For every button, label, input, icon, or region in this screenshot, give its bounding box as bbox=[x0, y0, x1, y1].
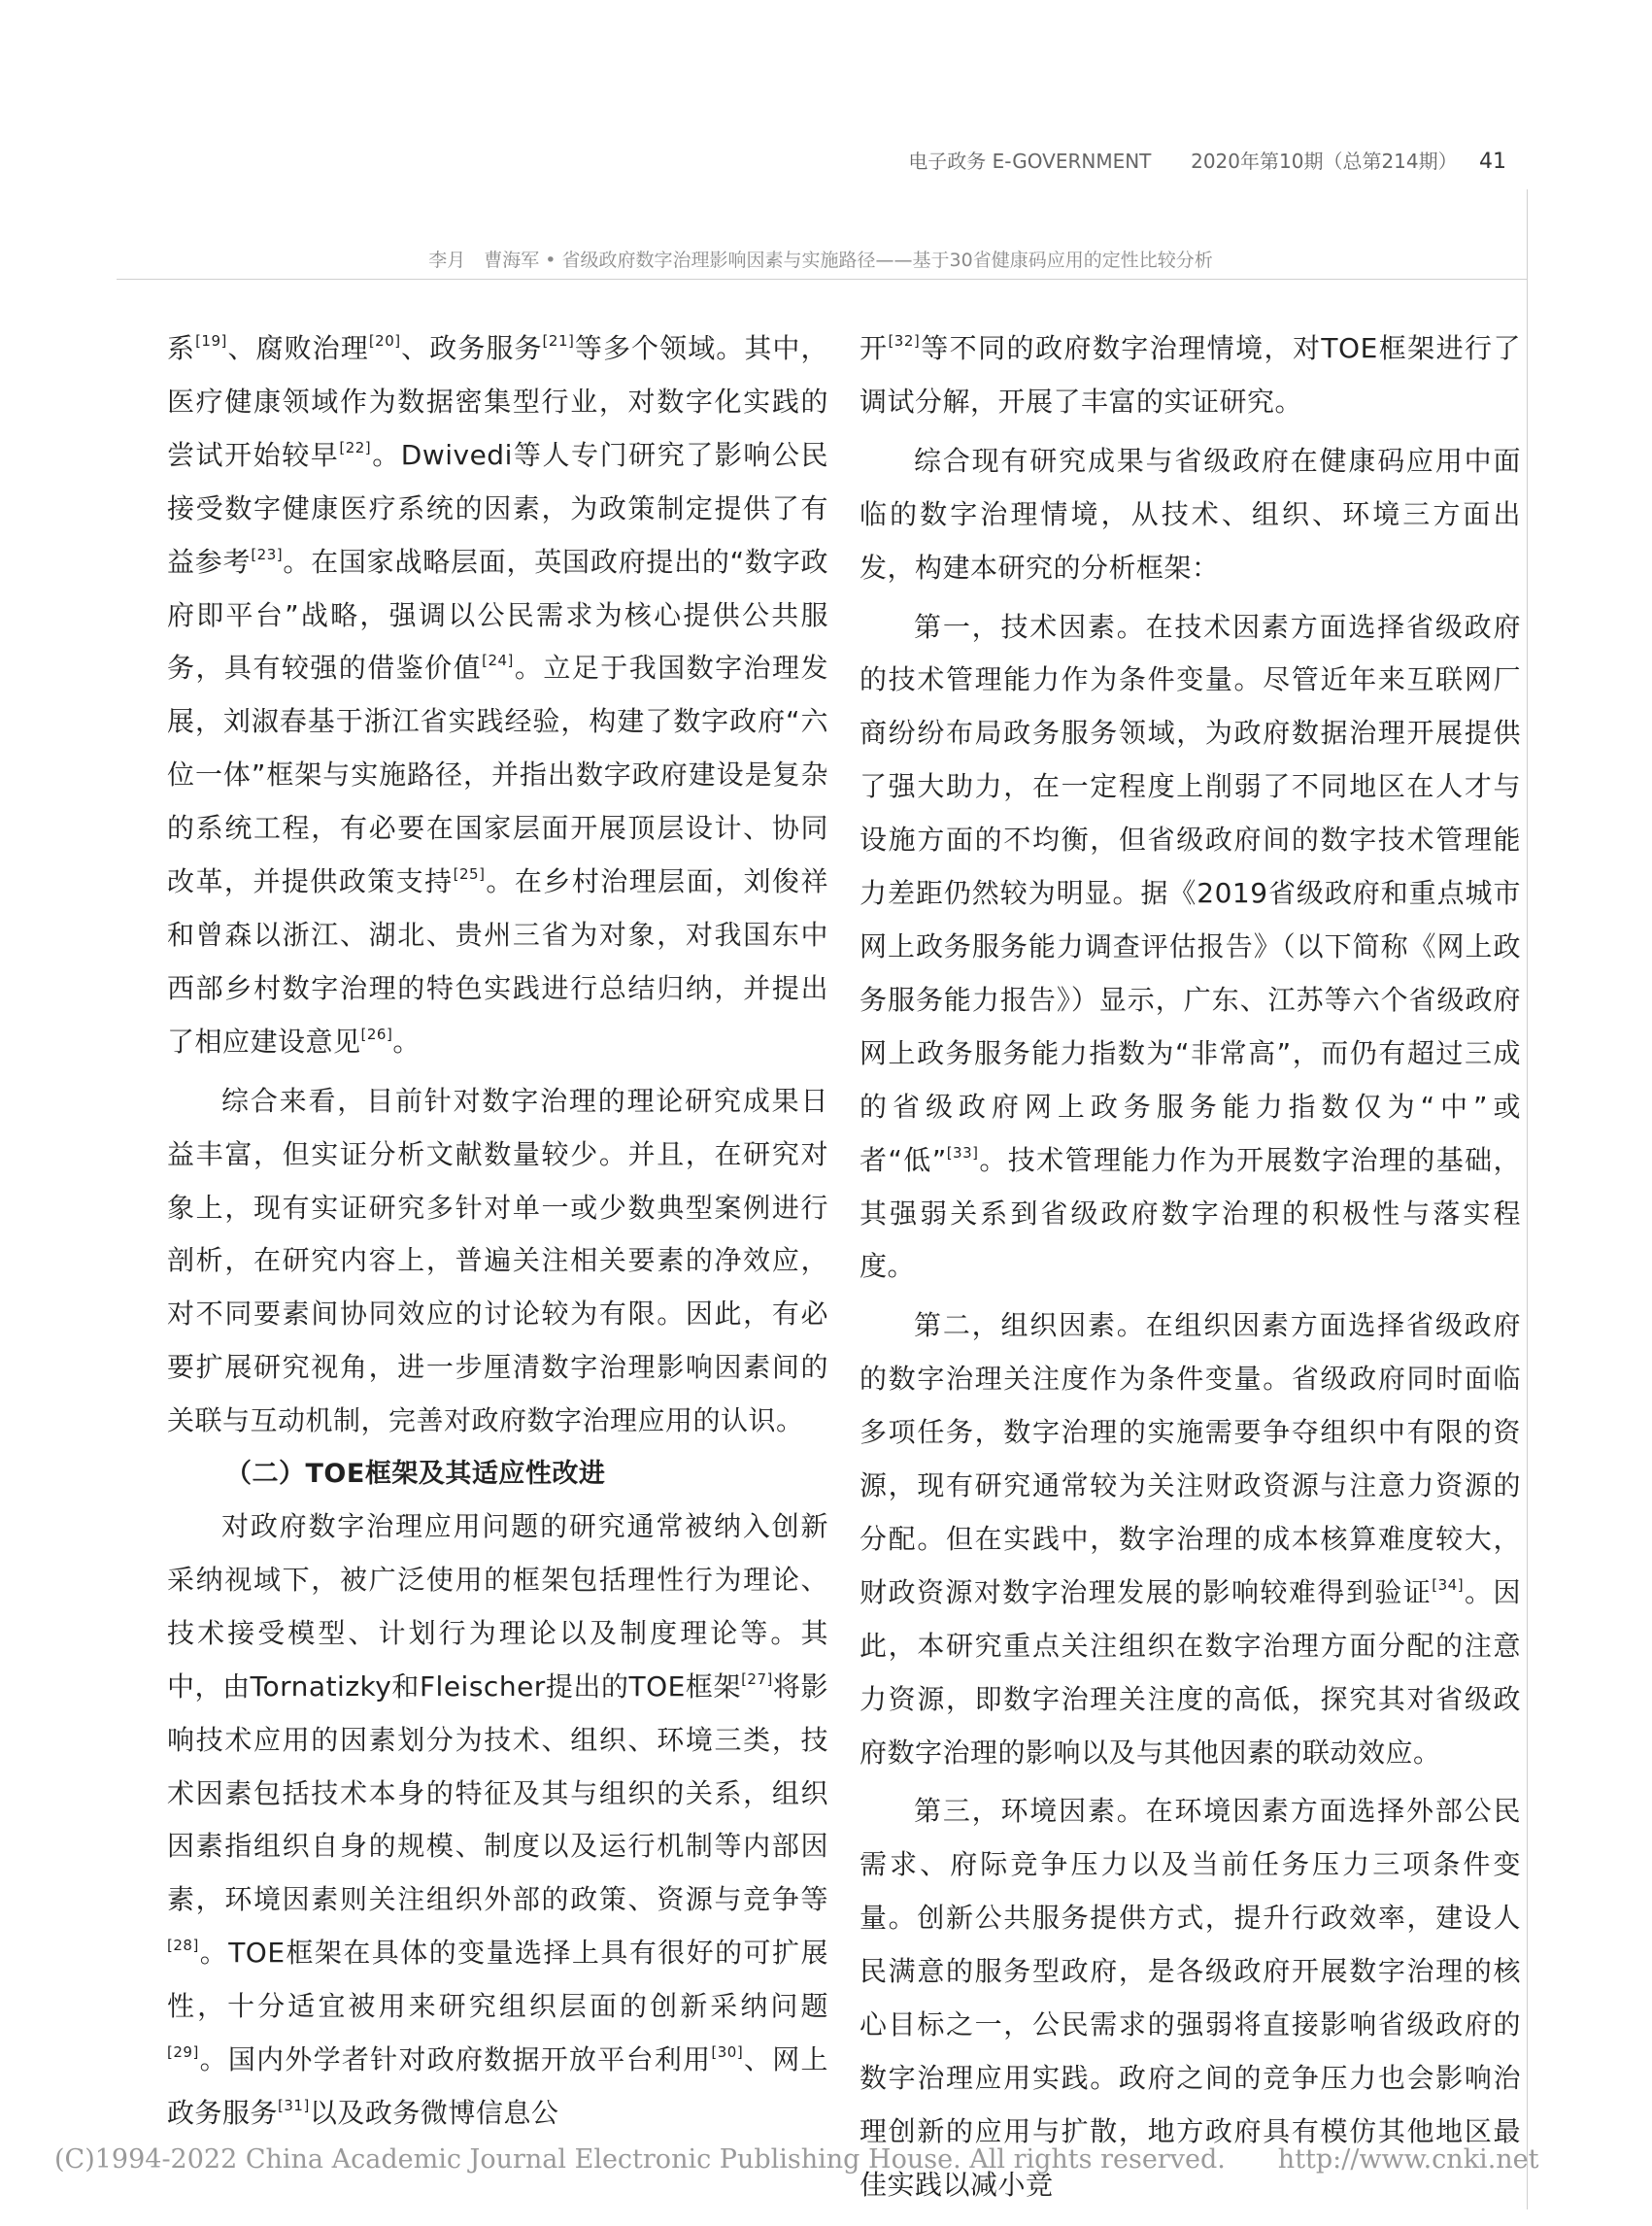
copyright-footer: (C)1994-2022 China Academic Journal Electronic Publishing House. All rights reserved. http://www.cnki.net bbox=[54, 2144, 1539, 2175]
citation-ref: [34] bbox=[1432, 1575, 1465, 1594]
header-rule bbox=[117, 279, 1527, 280]
citation-ref: [32] bbox=[888, 332, 921, 350]
citation-ref: [23] bbox=[251, 545, 284, 563]
left-column bbox=[167, 322, 828, 2141]
text-run: 、腐败治理 bbox=[226, 332, 369, 364]
citation-ref: [24] bbox=[482, 652, 514, 670]
paragraph bbox=[860, 601, 1521, 1295]
text-run: 。立足于我国数字治理发展，刘淑春基于浙江省实践经验，构建了数字政府“六位一体”框架与实施路径，并指出数字政府建设是复杂的系统工程，有必要在国家层面开展顶层设计、协同改革，并提供政策支持 bbox=[167, 652, 828, 898]
running-head bbox=[908, 146, 1506, 174]
text-run: 。国内外学者针对政府数据开放平台利用 bbox=[198, 2043, 712, 2076]
citation-ref: [30] bbox=[711, 2043, 744, 2062]
text-run: 。TOE框架在具体的变量选择上具有很好的可扩展性，十分适宜被用来研究组织层面的创新采纳问题 bbox=[167, 1937, 828, 2023]
citation-ref: [33] bbox=[946, 1143, 979, 1162]
margin-rule bbox=[1527, 189, 1528, 2209]
text-run: 综合来看，目前针对数字治理的理论研究成果日益丰富，但实证分析文献数量较少。并且，在研究对象上，现有实证研究多针对单一或少数典型案例进行剖析，在研究内容上，普遍关注相关要素的净效应，对不同要素间协同效应的讨论较为有限。因此，有必要扩展研究视角，进一步厘清数字治理影响因素间的关联与互动机制，完善对政府数字治理应用的认识。 bbox=[167, 1084, 828, 1437]
paragraph bbox=[860, 435, 1521, 595]
text-run: 开 bbox=[860, 332, 889, 364]
text-run: 、网上政务服务 bbox=[167, 2043, 828, 2129]
text-run: 第三，环境因素。在环境因素方面选择外部公民需求、府际竞争压力以及当前任务压力三项条件变量。创新公共服务提供方式，提升行政效率，建设人民满意的服务型政府，是各级政府开展数字治理的核心目标之一，公民需求的强弱将直接影响省级政府的数字治理应用实践。政府之间的竞争压力也会影响治理创新的应用与扩散，地方政府具有模仿其他地区最佳实践以减小竞 bbox=[860, 1795, 1521, 2201]
text-run: 等多个领域。其中，医疗健康领域作为数据密集型行业，对数字化实践的尝试开始较早 bbox=[167, 332, 828, 471]
text-run: 系 bbox=[167, 332, 196, 364]
citation-ref: [25] bbox=[453, 865, 486, 884]
paragraph bbox=[860, 1299, 1521, 1779]
text-run: 、政务服务 bbox=[400, 332, 543, 364]
text-run: 。在国家战略层面，英国政府提出的“数字政府即平台”战略，强调以公民需求为核心提供公共服务，具有较强的借鉴价值 bbox=[167, 545, 828, 685]
text-run: 以及政务微博信息公 bbox=[309, 2097, 559, 2129]
text-run: 等不同的政府数字治理情境，对TOE框架进行了调试分解，开展了丰富的实证研究。 bbox=[860, 332, 1521, 418]
article-running-title: 李月 曹海军 • 省级政府数字治理影响因素与实施路径——基于30省健康码应用的定性比较分析 bbox=[428, 250, 1213, 271]
citation-ref: [19] bbox=[195, 332, 227, 350]
journal-name: 电子政务 E-GOVERNMENT bbox=[908, 150, 1152, 173]
text-run: 对政府数字治理应用问题的研究通常被纳入创新采纳视域下，被广泛使用的框架包括理性行为理论、技术接受模型、计划行为理论以及制度理论等。其中，由Tornatizky和Fleischer提出的TOE框架 bbox=[167, 1510, 828, 1703]
text-run: 第二，组织因素。在组织因素方面选择省级政府的数字治理关注度作为条件变量。省级政府同时面临多项任务，数字治理的实施需要争夺组织中有限的资源，现有研究通常较为关注财政资源与注意力资源的分配。但在实践中，数字治理的成本核算难度较大，财政资源对数字治理发展的影响较难得到验证 bbox=[860, 1309, 1521, 1608]
page-number: 41 bbox=[1479, 150, 1506, 174]
text-run: 综合现有研究成果与省级政府在健康码应用中面临的数字治理情境，从技术、组织、环境三方面出发，构建本研究的分析框架： bbox=[860, 444, 1521, 584]
issue-info: 2020年第10期（总第214期） bbox=[1191, 150, 1458, 173]
citation-ref: [22] bbox=[339, 438, 372, 456]
citation-ref: [28] bbox=[167, 1937, 199, 1955]
citation-ref: [27] bbox=[741, 1670, 773, 1688]
citation-ref: [31] bbox=[278, 2097, 310, 2114]
text-run: 。在乡村治理层面，刘俊祥和曾森以浙江、湖北、贵州三省为对象，对我国东中西部乡村数字治理的特色实践进行总结归纳，并提出了相应建设意见 bbox=[167, 865, 828, 1058]
right-column bbox=[860, 322, 1521, 2212]
citation-ref: [20] bbox=[368, 332, 401, 350]
citation-ref: [21] bbox=[542, 332, 575, 350]
text-run: 将影响技术应用的因素划分为技术、组织、环境三类，技术因素包括技术本身的特征及其与组织的关系，组织因素指组织自身的规模、制度以及运行机制等内部因素，环境因素则关注组织外部的政策、资源与竞争等 bbox=[167, 1670, 828, 1916]
section-heading: （二）TOE框架及其适应性改进 bbox=[225, 1459, 606, 1490]
text-run: 第一，技术因素。在技术因素方面选择省级政府的技术管理能力作为条件变量。尽管近年来互联网厂商纷纷布局政务服务领域，为政府数据治理开展提供了强大助力，在一定程度上削弱了不同地区在人才与设施方面的不均衡，但省级政府间的数字技术管理能力差距仍然较为明显。据《2019省级政府和重点城市网上政务服务能力调查评估报告》（以下简称《网上政务服务能力报告》）显示，广东、江苏等六个省级政府网上政务服务能力指数为“非常高”，而仍有超过三成的省级政府网上政务服务能力指数仅为“中”或者“低” bbox=[860, 610, 1521, 1176]
paragraph bbox=[167, 1501, 828, 2141]
text-run: 。 bbox=[392, 1025, 421, 1058]
citation-ref: [29] bbox=[167, 2043, 199, 2062]
text-run: 。技术管理能力作为开展数字治理的基础，其强弱关系到省级政府数字治理的积极性与落实程度。 bbox=[860, 1143, 1521, 1283]
citation-ref: [26] bbox=[360, 1025, 393, 1043]
paragraph bbox=[860, 322, 1521, 429]
paragraph bbox=[167, 322, 828, 1069]
text-run: 。因此，本研究重点关注组织在数字治理方面分配的注意力资源，即数字治理关注度的高低，探究其对省级政府数字治理的影响以及与其他因素的联动效应。 bbox=[860, 1575, 1521, 1769]
paragraph bbox=[167, 1075, 828, 1448]
text-run: 。Dwivedi等人专门研究了影响公民接受数字健康医疗系统的因素，为政策制定提供了有益参考 bbox=[167, 438, 828, 578]
